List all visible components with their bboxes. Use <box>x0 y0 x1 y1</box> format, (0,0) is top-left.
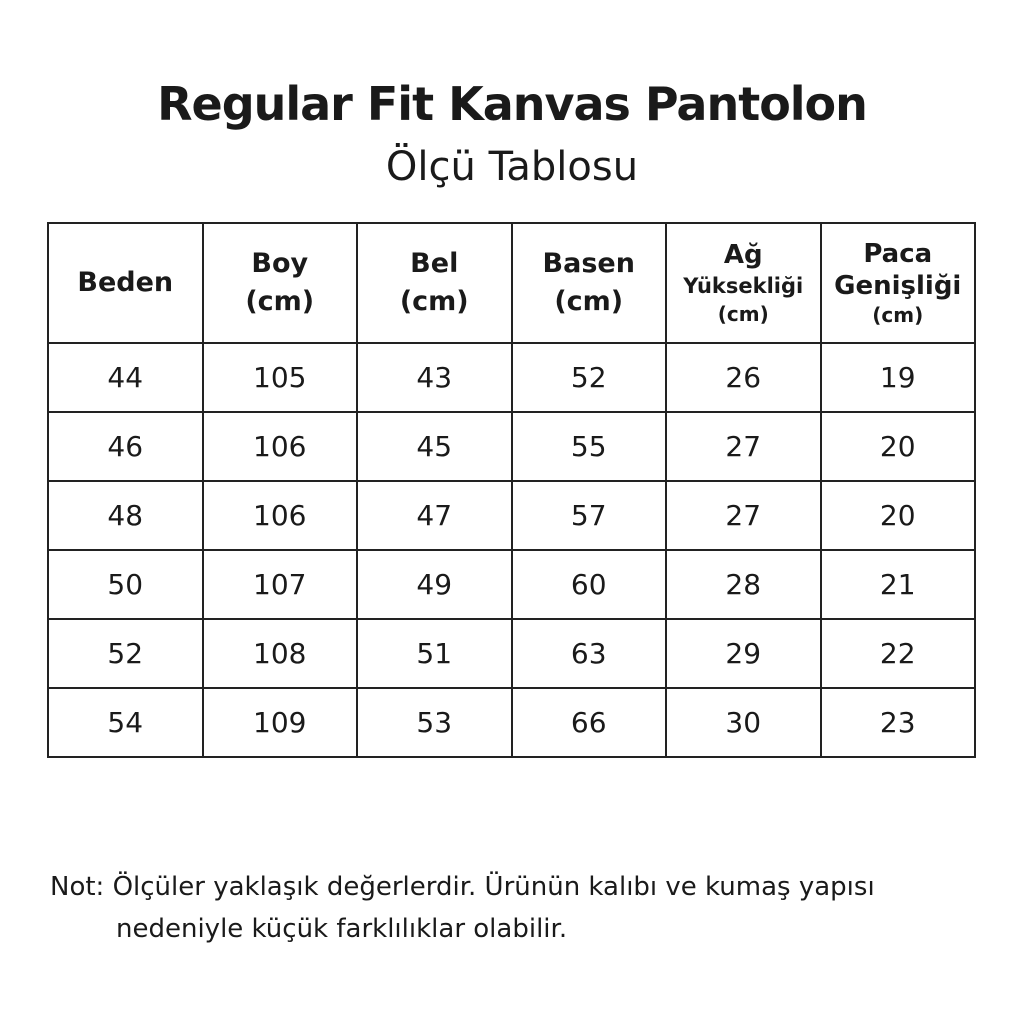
header-label: Bel <box>410 248 459 279</box>
table-row <box>48 619 975 688</box>
table-cell: 53 <box>357 688 512 757</box>
table-cell: 28 <box>666 550 821 619</box>
table-cell: 45 <box>357 412 512 481</box>
size-chart-table <box>47 222 976 758</box>
table-cell: 21 <box>821 550 976 619</box>
table-cell: 52 <box>48 619 203 688</box>
table-cell: 52 <box>512 343 667 412</box>
table-cell: 109 <box>203 688 358 757</box>
header-row <box>48 223 975 343</box>
table-cell: 20 <box>821 481 976 550</box>
table-cell: 22 <box>821 619 976 688</box>
table-cell: 51 <box>357 619 512 688</box>
header-ag-yuksekligi <box>666 223 821 343</box>
header-beden <box>48 223 203 343</box>
table-cell: 49 <box>357 550 512 619</box>
table-cell: 43 <box>357 343 512 412</box>
header-unit: (cm) <box>245 286 315 317</box>
header-label: Beden <box>77 267 174 298</box>
table-cell: 106 <box>203 481 358 550</box>
table-cell: 46 <box>48 412 203 481</box>
header-unit: (cm) <box>717 302 769 326</box>
header-paca-genisligi <box>821 223 976 343</box>
table-cell: 55 <box>512 412 667 481</box>
footnote <box>50 866 990 950</box>
table-cell: 60 <box>512 550 667 619</box>
header-label-sub: Genişliği <box>834 271 962 301</box>
table-cell: 50 <box>48 550 203 619</box>
table-cell: 63 <box>512 619 667 688</box>
header-unit: (cm) <box>554 286 624 317</box>
table-cell: 48 <box>48 481 203 550</box>
table-cell: 19 <box>821 343 976 412</box>
table-cell: 26 <box>666 343 821 412</box>
table-cell: 108 <box>203 619 358 688</box>
table-cell: 54 <box>48 688 203 757</box>
table-cell: 107 <box>203 550 358 619</box>
page-title: Regular Fit Kanvas Pantolon <box>157 77 867 131</box>
table-cell: 30 <box>666 688 821 757</box>
table-row <box>48 688 975 757</box>
header-label-sub: Yüksekliği <box>683 274 804 298</box>
header-basen <box>512 223 667 343</box>
page-subtitle: Ölçü Tablosu <box>385 144 639 190</box>
header-bel <box>357 223 512 343</box>
table-cell: 29 <box>666 619 821 688</box>
header-label: Ağ <box>723 240 763 270</box>
table-cell: 23 <box>821 688 976 757</box>
header-label: Basen <box>542 248 635 279</box>
table-cell: 20 <box>821 412 976 481</box>
table-row <box>48 481 975 550</box>
header-unit: (cm) <box>872 303 924 327</box>
table-row <box>48 343 975 412</box>
table-cell: 106 <box>203 412 358 481</box>
header-unit: (cm) <box>399 286 469 317</box>
header-label: Paca <box>863 239 933 269</box>
header-boy <box>203 223 358 343</box>
table-cell: 27 <box>666 412 821 481</box>
footnote-line-2: nedeniyle küçük farklılıklar olabilir. <box>116 914 568 944</box>
table-row <box>48 550 975 619</box>
header-label: Boy <box>251 248 309 279</box>
footnote-line-1: Not: Ölçüler yaklaşık değerlerdir. Ürünün kalıbı ve kumaş yapısı <box>50 872 875 902</box>
table-cell: 105 <box>203 343 358 412</box>
table-cell: 66 <box>512 688 667 757</box>
table-row <box>48 412 975 481</box>
table-cell: 44 <box>48 343 203 412</box>
table-cell: 57 <box>512 481 667 550</box>
table-cell: 47 <box>357 481 512 550</box>
table-cell: 27 <box>666 481 821 550</box>
